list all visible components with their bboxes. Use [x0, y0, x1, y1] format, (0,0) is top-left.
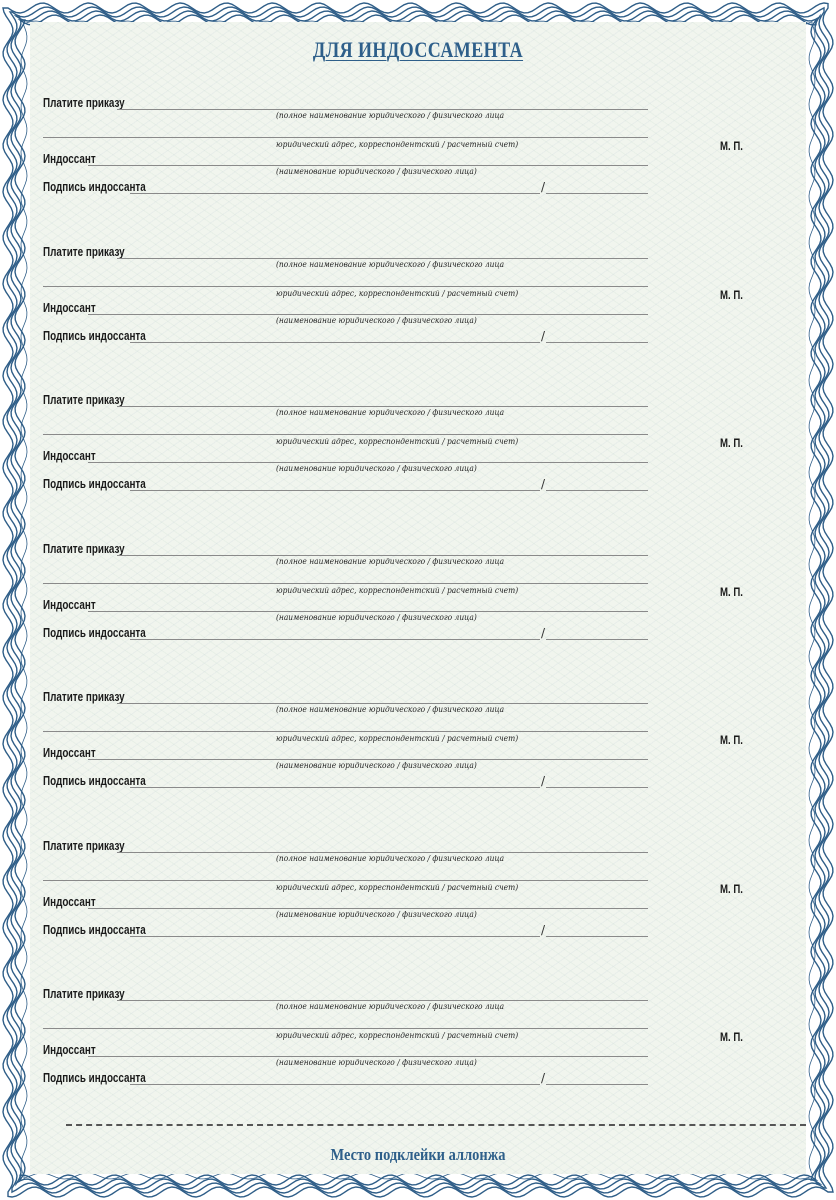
full-name-hint: (полное наименование юридического / физического лица [276, 557, 505, 567]
page-title: ДЛЯ ИНДОССАМЕНТА [312, 37, 524, 62]
address-hint: юридический адрес, корреспондентский / расчетный счет) [276, 437, 519, 447]
endorsement-block [0, 891, 836, 1085]
stamp-place-label: М. П. [720, 1030, 743, 1044]
address-field[interactable] [43, 583, 648, 584]
address-field[interactable] [43, 286, 648, 287]
pay-order-field[interactable] [117, 852, 648, 853]
address-field[interactable] [43, 137, 648, 138]
name-hint: (наименование юридического / физического лица) [276, 167, 477, 177]
endorser-field[interactable] [88, 1056, 648, 1057]
pay-order-label: Платите приказу [43, 95, 125, 110]
name-hint: (наименование юридического / физического лица) [276, 910, 477, 920]
stamp-place-label: М. П. [720, 585, 743, 599]
signature-separator: / [541, 329, 546, 343]
endorser-label: Индоссант [43, 300, 96, 315]
signature-label: Подпись индоссанта [43, 179, 146, 194]
full-name-hint: (полное наименование юридического / физического лица [276, 111, 505, 121]
pay-order-field[interactable] [117, 258, 648, 259]
endorser-label: Индоссант [43, 448, 96, 463]
signature-label: Подпись индоссанта [43, 1070, 146, 1085]
signature-label: Подпись индоссанта [43, 922, 146, 937]
signature-separator: / [541, 477, 546, 491]
pay-order-field[interactable] [117, 406, 648, 407]
signature-label: Подпись индоссанта [43, 328, 146, 343]
pay-order-label: Платите приказу [43, 244, 125, 259]
stamp-place-label: М. П. [720, 436, 743, 450]
signature-label: Подпись индоссанта [43, 773, 146, 788]
full-name-hint: (полное наименование юридического / физического лица [276, 705, 505, 715]
name-hint: (наименование юридического / физического лица) [276, 464, 477, 474]
pay-order-field[interactable] [117, 1000, 648, 1001]
stamp-place-label: М. П. [720, 139, 743, 153]
address-hint: юридический адрес, корреспондентский / расчетный счет) [276, 289, 519, 299]
stamp-place-label: М. П. [720, 882, 743, 896]
address-hint: юридический адрес, корреспондентский / расчетный счет) [276, 1031, 519, 1041]
address-field[interactable] [43, 731, 648, 732]
endorsement-block [0, 446, 836, 640]
signature-separator: / [541, 923, 546, 937]
stamp-place-label: М. П. [720, 288, 743, 302]
address-hint: юридический адрес, корреспондентский / расчетный счет) [276, 586, 519, 596]
name-hint: (наименование юридического / физического лица) [276, 1058, 477, 1068]
address-field[interactable] [43, 434, 648, 435]
endorser-label: Индоссант [43, 745, 96, 760]
pay-order-field[interactable] [117, 109, 648, 110]
endorsement-block [0, 149, 836, 343]
endorsement-block [0, 0, 836, 194]
pay-order-label: Платите приказу [43, 986, 125, 1001]
full-name-hint: (полное наименование юридического / физического лица [276, 854, 505, 864]
full-name-hint: (полное наименование юридического / физического лица [276, 260, 505, 270]
endorsement-block [0, 594, 836, 788]
name-hint: (наименование юридического / физического лица) [276, 613, 477, 623]
name-hint: (наименование юридического / физического лица) [276, 316, 477, 326]
pay-order-field[interactable] [117, 555, 648, 556]
address-hint: юридический адрес, корреспондентский / расчетный счет) [276, 883, 519, 893]
signature-separator: / [541, 774, 546, 788]
pay-order-label: Платите приказу [43, 689, 125, 704]
endorser-label: Индоссант [43, 1042, 96, 1057]
address-hint: юридический адрес, корреспондентский / расчетный счет) [276, 734, 519, 744]
signature-label: Подпись индоссанта [43, 625, 146, 640]
endorser-label: Индоссант [43, 894, 96, 909]
pay-order-field[interactable] [117, 703, 648, 704]
name-hint: (наименование юридического / физического лица) [276, 761, 477, 771]
signature-label: Подпись индоссанта [43, 476, 146, 491]
pay-order-label: Платите приказу [43, 838, 125, 853]
signature-decoding-field[interactable] [546, 1084, 648, 1085]
allonge-place-label: Место подклейки аллонжа [330, 1145, 506, 1164]
endorser-label: Индоссант [43, 597, 96, 612]
pay-order-label: Платите приказу [43, 541, 125, 556]
endorser-label: Индоссант [43, 151, 96, 166]
signature-field[interactable] [130, 1084, 540, 1085]
endorsement-block [0, 297, 836, 491]
pay-order-label: Платите приказу [43, 392, 125, 407]
address-hint: юридический адрес, корреспондентский / расчетный счет) [276, 140, 519, 150]
endorsement-block [0, 743, 836, 937]
signature-separator: / [541, 180, 546, 194]
cut-line [66, 1124, 806, 1126]
signature-separator: / [541, 626, 546, 640]
signature-separator: / [541, 1071, 546, 1085]
full-name-hint: (полное наименование юридического / физического лица [276, 408, 505, 418]
stamp-place-label: М. П. [720, 733, 743, 747]
address-field[interactable] [43, 880, 648, 881]
full-name-hint: (полное наименование юридического / физического лица [276, 1002, 505, 1012]
address-field[interactable] [43, 1028, 648, 1029]
